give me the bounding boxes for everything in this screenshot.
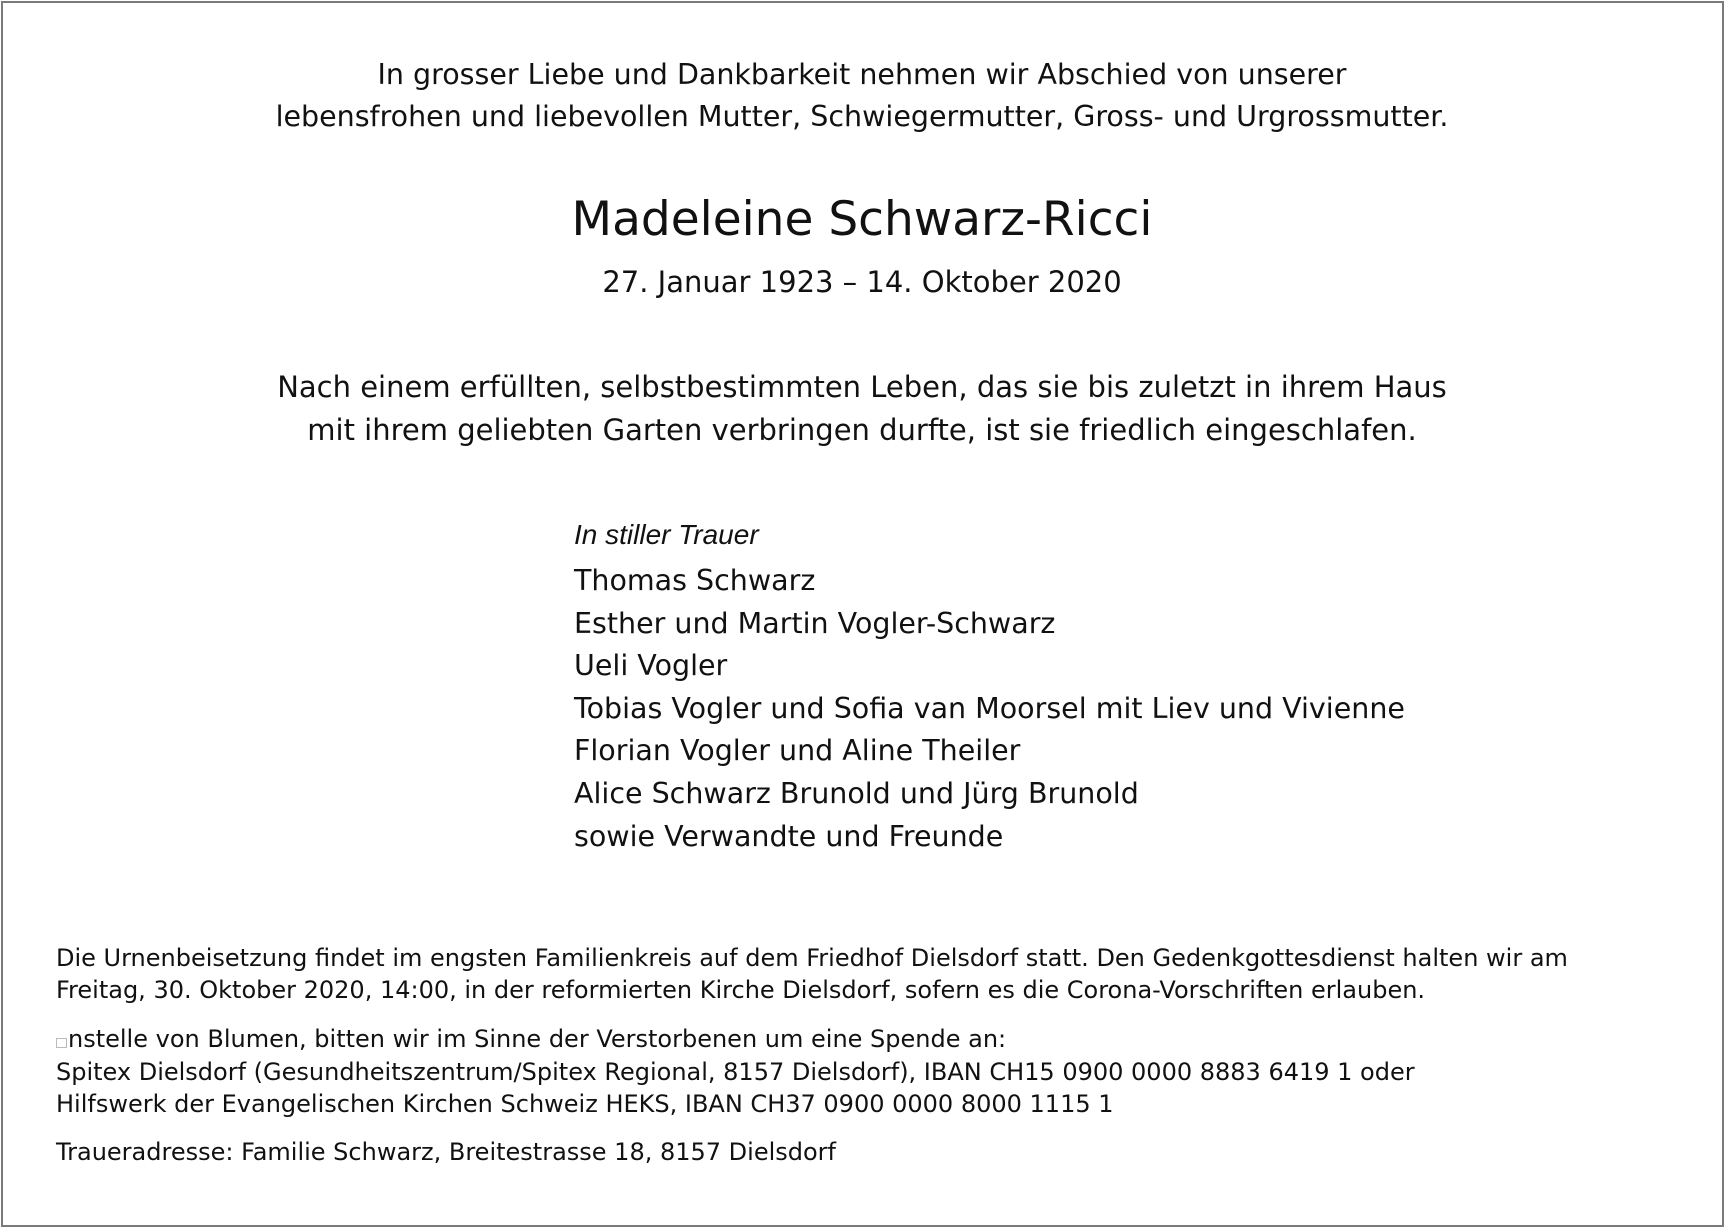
funeral-line-1: Die Urnenbeisetzung findet im engsten Familienkreis auf dem Friedhof Dielsdorf statt. Den Gedenkgottesdienst halten wir am bbox=[56, 944, 1568, 972]
donation-line-1 bbox=[56, 1023, 1696, 1056]
mourner-name: sowie Verwandte und Freunde bbox=[574, 819, 1004, 853]
donation-info bbox=[56, 1023, 1696, 1121]
intro-text bbox=[0, 54, 1724, 138]
donation-line-2: Spitex Dielsdorf (Gesundheitszentrum/Spitex Regional, 8157 Dielsdorf), IBAN CH15 0900 0000 8883 6419 1 oder bbox=[56, 1057, 1415, 1086]
mourner-name: Thomas Schwarz bbox=[574, 564, 816, 597]
funeral-info bbox=[56, 942, 1696, 1006]
tribute-line-2: mit ihrem geliebten Garten verbringen durfte, ist sie friedlich eingeschlafen. bbox=[307, 413, 1417, 447]
deceased-dates: 27. Januar 1923 – 14. Oktober 2020 bbox=[602, 265, 1122, 299]
donation-line-3: Hilfswerk der Evangelischen Kirchen Schweiz HEKS, IBAN CH37 0900 0000 8000 1115 1 bbox=[56, 1090, 1114, 1118]
intro-line-1: In grosser Liebe und Dankbarkeit nehmen wir Abschied von unserer bbox=[377, 58, 1347, 91]
mourners-list bbox=[574, 516, 1574, 858]
funeral-line-2: Freitag, 30. Oktober 2020, 14:00, in der reformierten Kirche Dielsdorf, sofern es die Corona-Vorschriften erlauben. bbox=[56, 976, 1426, 1004]
mourner-name: Esther und Martin Vogler-Schwarz bbox=[574, 606, 1056, 640]
tribute-text bbox=[0, 366, 1724, 452]
mourner-name: Alice Schwarz Brunold und Jürg Brunold bbox=[574, 776, 1139, 810]
deceased-name: Madeleine Schwarz-Ricci bbox=[571, 192, 1153, 247]
mourner-name: Ueli Vogler bbox=[574, 649, 728, 683]
mourners-heading: In stiller Trauer bbox=[574, 519, 759, 550]
mourner-name: Tobias Vogler und Sofia van Moorsel mit Liev und Vivienne bbox=[574, 691, 1405, 725]
mourning-address: Traueradresse: Familie Schwarz, Breitestrasse 18, 8157 Dielsdorf bbox=[56, 1138, 836, 1166]
tribute-line-1: Nach einem erfüllten, selbstbestimmten Leben, das sie bis zuletzt in ihrem Haus bbox=[277, 370, 1447, 404]
missing-glyph-icon bbox=[56, 1038, 67, 1048]
mourner-name: Florian Vogler und Aline Theiler bbox=[574, 734, 1021, 768]
donation-line-1-text: nstelle von Blumen, bitten wir im Sinne der Verstorbenen um eine Spende an: bbox=[68, 1025, 1007, 1053]
intro-line-2: lebensfrohen und liebevollen Mutter, Schwiegermutter, Gross- und Urgrossmutter. bbox=[275, 100, 1449, 133]
